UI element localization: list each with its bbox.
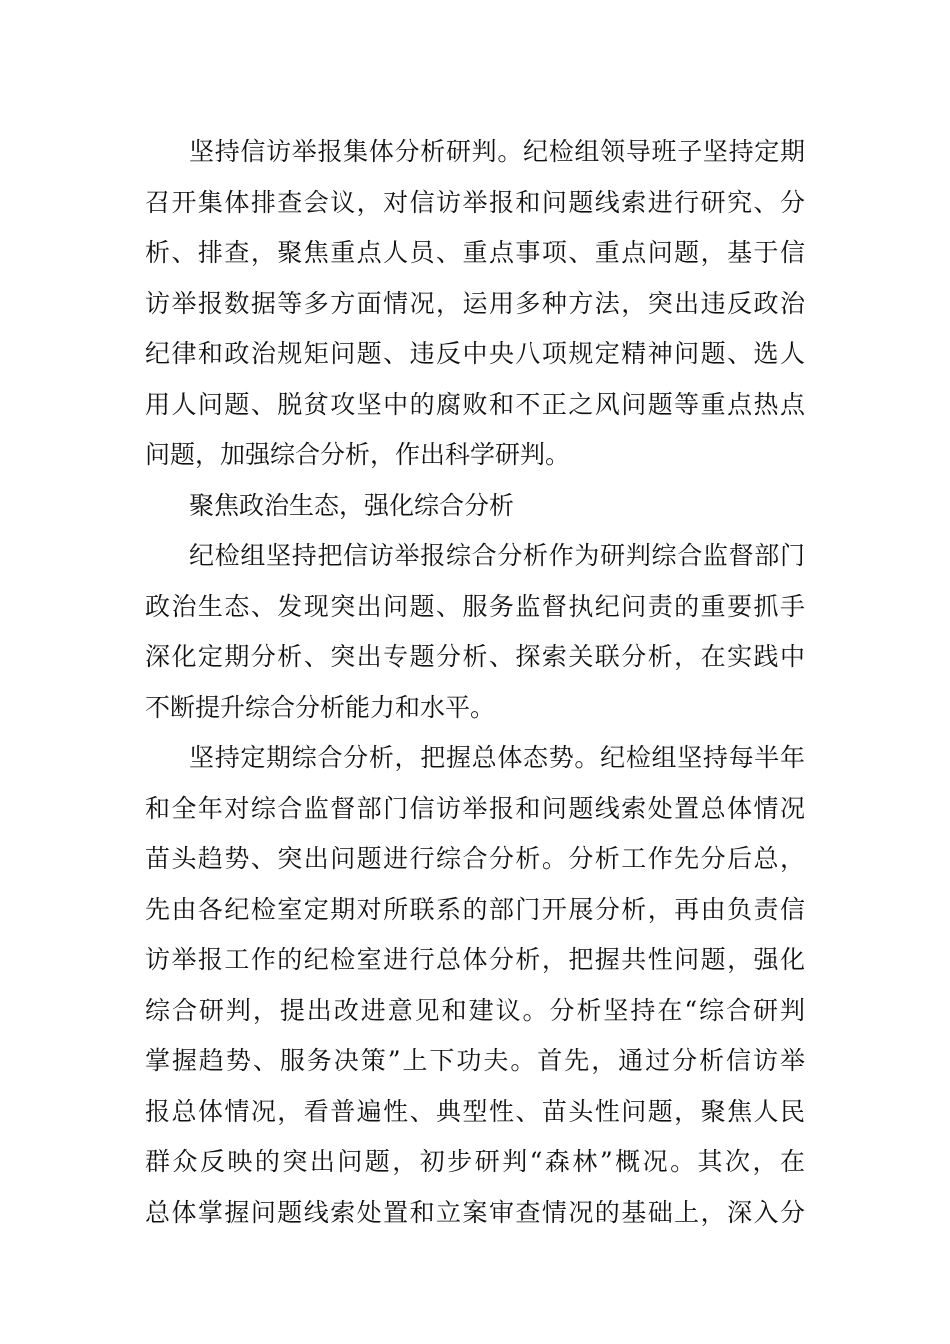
paragraph-1-line-5: 纪律和政治规矩问题、违反中央八项规定精神问题、选人 [145,339,805,368]
paragraph-3-line-3: 苗头趋势、突出问题进行综合分析。分析工作先分后总， [145,844,805,873]
paragraph-1-line-1: 坚持信访举报集体分析研判。纪检组领导班子坚持定期 [189,137,805,166]
body-text [145,127,805,1238]
paragraph-2-line-3: 深化定期分析、突出专题分析、探索关联分析，在实践中 [145,642,805,671]
paragraph-3-line-9: 群众反映的突出问题，初步研判“森林”概况。其次，在 [145,1147,805,1176]
paragraph-3-line-6: 综合研判，提出改进意见和建议。分析坚持在“综合研判 [145,995,805,1025]
paragraph-3-line-8: 报总体情况，看普遍性、典型性、苗头性问题，聚焦人民 [145,1096,805,1126]
paragraph-1-line-7: 问题，加强综合分析，作出科学研判。 [145,440,571,469]
paragraph-3-line-2: 和全年对综合监督部门信访举报和问题线索处置总体情况 [145,793,805,823]
section-heading: 聚焦政治生态，强化综合分析 [189,490,515,520]
paragraph-1-line-3: 析、排查，聚焦重点人员、重点事项、重点问题，基于信 [145,238,805,267]
paragraph-2-line-1: 纪检组坚持把信访举报综合分析作为研判综合监督部门 [189,541,805,570]
paragraph-3-line-5: 访举报工作的纪检室进行总体分析，把握共性问题，强化 [145,945,805,974]
paragraph-3-line-4: 先由各纪检室定期对所联系的部门开展分析，再由负责信 [145,894,805,924]
paragraph-1-line-4: 访举报数据等多方面情况，运用多种方法，突出违反政治 [145,288,805,318]
paragraph-3-line-10: 总体掌握问题线索处置和立案审查情况的基础上，深入分 [145,1197,805,1227]
paragraph-3-line-7: 掌握趋势、服务决策”上下功夫。首先，通过分析信访举 [145,1046,805,1075]
paragraph-2-line-4: 不断提升综合分析能力和水平。 [145,692,496,722]
paragraph-1-line-2: 召开集体排查会议，对信访举报和问题线索进行研究、分 [145,187,805,217]
paragraph-2-line-2: 政治生态、发现突出问题、服务监督执纪问责的重要抓手 [145,591,805,621]
paragraph-3-line-1: 坚持定期综合分析，把握总体态势。纪检组坚持每半年 [189,743,805,772]
paragraph-1-line-6: 用人问题、脱贫攻坚中的腐败和不正之风问题等重点热点 [145,389,805,419]
